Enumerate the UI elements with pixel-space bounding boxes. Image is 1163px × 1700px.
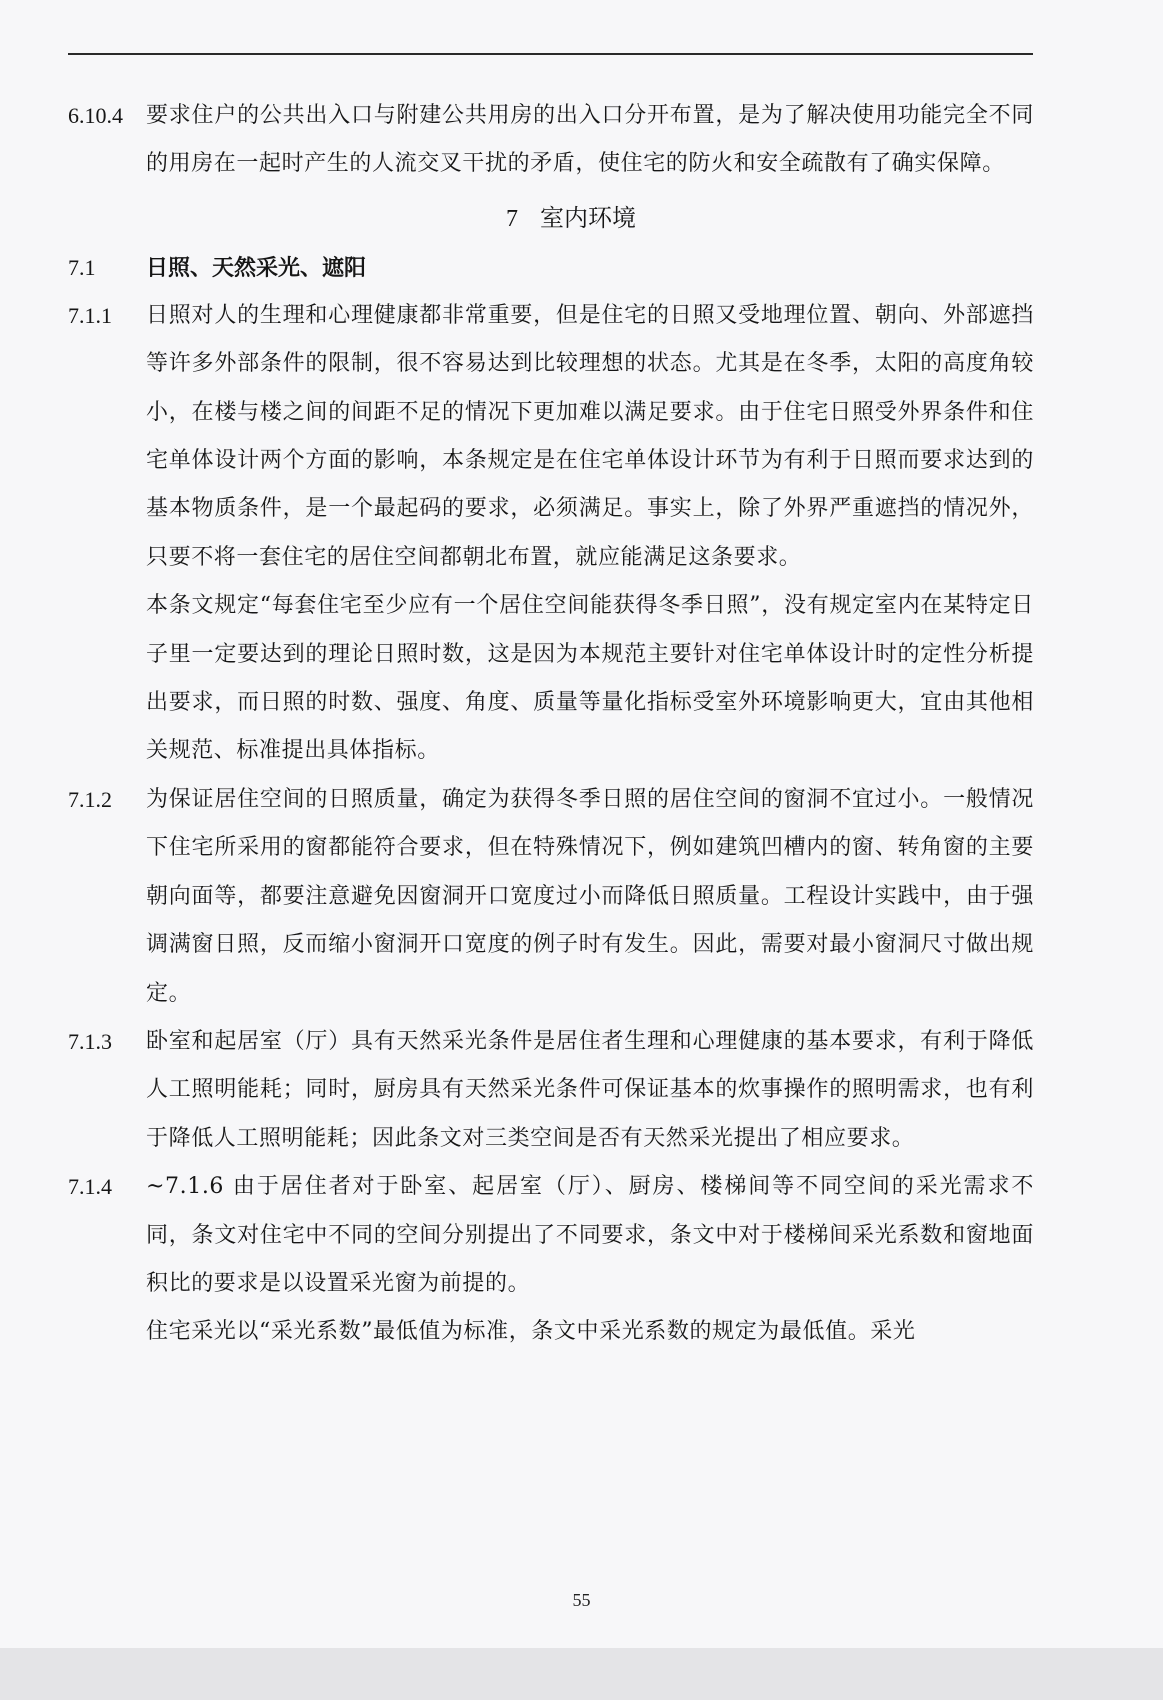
clause-7-1-4-continued bbox=[68, 1308, 1034, 1356]
page-number: 55 bbox=[572, 1590, 591, 1610]
clause-text: 卧室和起居室（厅）具有天然采光条件是居住者生理和心理健康的基本要求，有利于降低人工照明能耗；同时，厨房具有天然采光条件可保证基本的炊事操作的照明需求，也有利于降低人工照明能耗；因此条文对三类空间是否有天然采光提出了相应要求。 bbox=[146, 1028, 1034, 1151]
clause-number: 7.1.2 bbox=[68, 786, 112, 812]
clause-text: 住宅采光以“采光系数”最低值为标准，条文中采光系数的规定为最低值。采光 bbox=[146, 1319, 916, 1345]
section-number: 7.1 bbox=[68, 254, 96, 280]
header-rule bbox=[68, 53, 1033, 55]
clause-number: 7.1.1 bbox=[68, 302, 112, 328]
clause-text: ~7.1.6 由于居住者对于卧室、起居室（厅）、厨房、楼梯间等不同空间的采光需求不同，条文对住宅中不同的空间分别提出了不同要求，条文中对于楼梯间采光系数和窗地面积比的要求是以设置采光窗为前提的。 bbox=[146, 1174, 1034, 1296]
clause-text: 日照对人的生理和心理健康都非常重要，但是住宅的日照又受地理位置、朝向、外部遮挡等许多外部条件的限制，很不容易达到比较理想的状态。尤其是在冬季，太阳的高度角较小，在楼与楼之间的间距不足的情况下更加难以满足要求。由于住宅日照受外界条件和住宅单体设计两个方面的影响，本条规定是在住宅单体设计环节为有利于日照而要求达到的基本物质条件，是一个最起码的要求，必须满足。事实上，除了外界严重遮挡的情况外，只要不将一套住宅的居住空间都朝北布置，就应能满足这条要求。 bbox=[146, 302, 1034, 570]
chapter-heading bbox=[68, 193, 1034, 244]
clause-number: 7.1.3 bbox=[68, 1028, 112, 1054]
clause-6-10-4 bbox=[68, 92, 1034, 189]
clause-text: 要求住户的公共出入口与附建公共用房的出入口分开布置，是为了解决使用功能完全不同的用房在一起时产生的人流交叉干扰的矛盾，使住宅的防火和安全疏散有了确实保障。 bbox=[146, 103, 1034, 177]
clause-7-1-4 bbox=[68, 1163, 1034, 1308]
page-content bbox=[68, 92, 1034, 1357]
section-title: 日照、天然采光、遮阳 bbox=[146, 254, 367, 281]
chapter-number: 7 bbox=[506, 205, 518, 232]
chapter-title: 室内环境 bbox=[540, 203, 636, 232]
clause-text: 本条文规定“每套住宅至少应有一个居住空间能获得冬季日照”，没有规定室内在某特定日子里一定要达到的理论日照时数，这是因为本规范主要针对住宅单体设计时的定性分析提出要求，而日照的时数、强度、角度、质量等量化指标受室外环境影响更大，宜由其他相关规范、标准提出具体指标。 bbox=[146, 593, 1034, 764]
section-heading-7-1 bbox=[68, 244, 1034, 292]
clause-number: 7.1.4 bbox=[68, 1174, 112, 1200]
scan-bottom-margin bbox=[0, 1648, 1163, 1700]
clause-7-1-3 bbox=[68, 1018, 1034, 1163]
clause-7-1-2 bbox=[68, 776, 1034, 1018]
clause-number: 6.10.4 bbox=[68, 103, 123, 128]
clause-7-1-1 bbox=[68, 292, 1034, 582]
clause-text: 为保证居住空间的日照质量，确定为获得冬季日照的居住空间的窗洞不宜过小。一般情况下住宅所采用的窗都能符合要求，但在特殊情况下，例如建筑凹槽内的窗、转角窗的主要朝向面等，都要注意避免因窗洞开口宽度过小而降低日照质量。工程设计实践中，由于强调满窗日照，反而缩小窗洞开口宽度的例子时有发生。因此，需要对最小窗洞尺寸做出规定。 bbox=[146, 786, 1034, 1006]
clause-7-1-1-continued bbox=[68, 582, 1034, 776]
